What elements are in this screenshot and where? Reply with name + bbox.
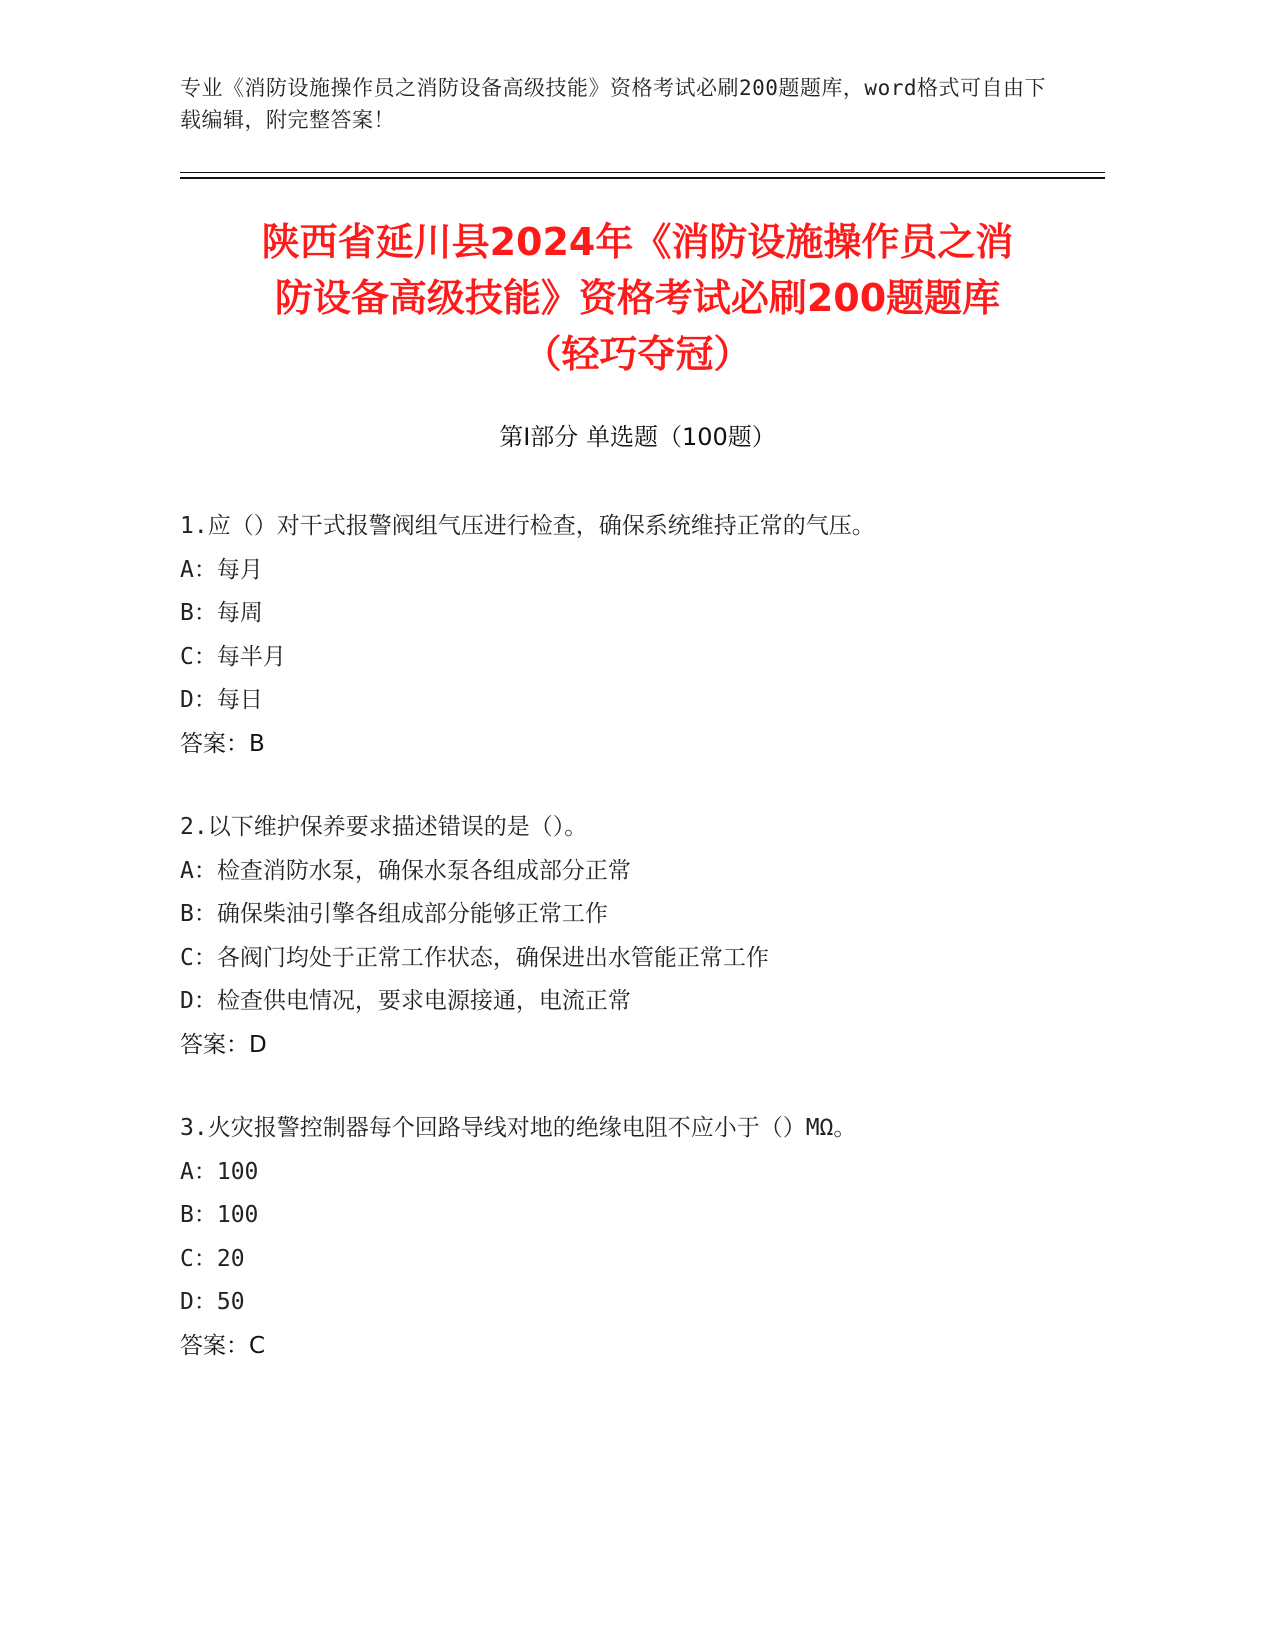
option-a: A：检查消防水泵，确保水泵各组成部分正常: [180, 857, 631, 884]
option-d: D：每日: [180, 687, 263, 713]
section-title: 第Ⅰ部分 单选题（100题）: [499, 423, 776, 451]
option-b: B：确保柴油引擎各组成部分能够正常工作: [180, 901, 608, 927]
answer: 答案：C: [180, 1332, 266, 1359]
option-c: C：20: [180, 1245, 245, 1272]
option-c: C：各阀门均处于正常工作状态，确保进出水管能正常工作: [180, 944, 769, 971]
question-list: [180, 505, 1140, 1408]
option-b: B：每周: [180, 600, 263, 626]
option-c: C：每半月: [180, 643, 286, 670]
question-3: [180, 1107, 1140, 1368]
option-b: B：100: [180, 1202, 259, 1228]
question-stem: 2.以下维护保养要求描述错误的是（）。: [180, 814, 588, 840]
option-a: A：100: [180, 1158, 259, 1185]
document-title-line-2: 防设备高级技能》资格考试必刷200题题库: [274, 276, 1001, 320]
question-stem: 3.火灾报警控制器每个回路导线对地的绝缘电阻不应小于（）MΩ。: [180, 1115, 857, 1141]
question-stem: 1.应（）对干式报警阀组气压进行检查，确保系统维持正常的气压。: [180, 513, 875, 539]
header-divider-thick: [180, 177, 1105, 179]
answer: 答案：B: [180, 730, 265, 757]
header-note: 专业《消防设施操作员之消防设备高级技能》资格考试必刷200题题库，word格式可自由下载编辑，附完整答案！: [180, 76, 1046, 132]
question-1: [180, 505, 1140, 766]
option-d: D：检查供电情况，要求电源接通，电流正常: [180, 988, 631, 1014]
document-title: [150, 214, 1125, 382]
option-a: A：每月: [180, 556, 263, 583]
option-d: D：50: [180, 1289, 245, 1315]
answer: 答案：D: [180, 1031, 267, 1058]
question-2: [180, 806, 1140, 1067]
document-title-line-3: （轻巧夺冠）: [523, 332, 752, 376]
header-divider-thin: [180, 172, 1105, 173]
document-title-line-1: 陕西省延川县2024年《消防设施操作员之消: [261, 220, 1014, 264]
